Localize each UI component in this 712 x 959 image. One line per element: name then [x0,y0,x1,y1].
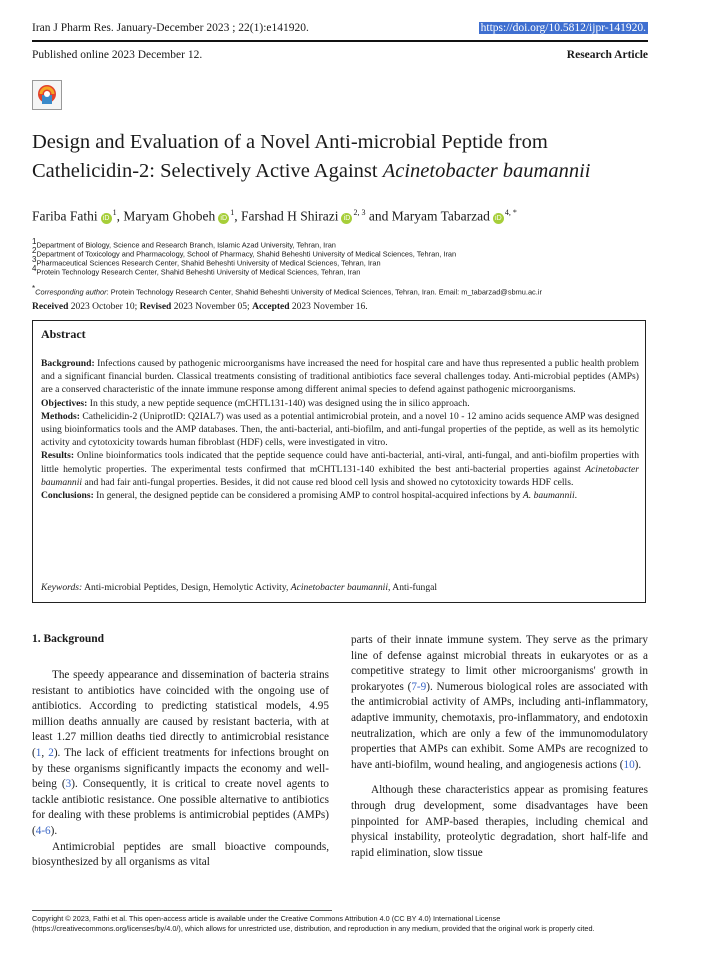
text: ). Consequently, it is critical to create novel agents to tackle antibiotic resistance. One possible alternative to antibiotics for dealing with these problems is antimicrobial peptides (AMPs) ( [32,778,329,837]
crossmark-icon-glyph [33,81,61,109]
author-sup: 1 [230,208,235,217]
abstract-conclusions [41,489,639,502]
aff-text: Protein Technology Research Center, Shahid Beheshti University of Medical Sciences, Tehran, Iran [36,267,361,277]
results-text: Online bioinformatics tools indicated that the peptide sequence could have anti-bacterial, anti-viral, anti-fungal, and anti-biofilm properties with little hemolytic properties. The experimental tests confirmed that mCHTL131-140 exhibited the best anti-bacterial properties against [41,450,639,475]
section-heading: 1. Background [32,633,105,645]
revised-date: 2023 November 05; [171,302,253,312]
accepted-label: Accepted [252,302,290,312]
corresponding-author: *Corresponding author: Protein Technology Research Center, Shahid Beheshti University of Medical Sciences, Tehran, Iran. Email: m_tabarzad@sbmu.ac.ir [32,284,542,297]
orcid-icon[interactable]: iD [493,213,504,224]
keywords-end: , Anti-fungal [388,582,438,593]
article-dates [32,302,368,312]
article-title [32,128,652,186]
orcid-icon[interactable]: iD [101,213,112,224]
citation-link[interactable]: 10 [623,758,635,771]
text: , [41,746,49,759]
text: ). [50,824,58,837]
objectives-text: In this study, a new peptide sequence (mCHTL131-140) was designed using the in silico approach. [87,397,470,409]
paragraph [351,633,648,773]
author-name[interactable]: Maryam Ghobeh [123,208,216,224]
abstract-objectives [41,397,639,410]
author-sep: , [234,208,241,224]
abstract-heading: Abstract [41,327,86,341]
doi-text[interactable]: https://doi.org/10.5812/ijpr-141920. [480,22,646,34]
background-label: Background: [41,358,95,369]
conclusions-end: . [574,490,578,502]
methods-label: Methods: [41,410,80,422]
author-sep: and [365,208,392,224]
received-label: Received [32,302,69,312]
revised-label: Revised [139,302,172,312]
citation-link[interactable]: 3 [65,778,72,791]
abstract-body [41,357,639,502]
text: parts of their innate immune system. They serve as the primary line of defense against microbial threats in eukaryotes or as a competitive strategy to limit other microorganisms' growth in prokaryotes ( [351,634,648,693]
text: ). Numerous biological roles are associated with the antimicrobial activity of AMPs, including anti-inflammatory, adaptive immunity, chemotaxis, pro-inflammatory, and endotoxin neutralization, which are only a few of the immunomodulatory properties that AMPs can exhibit. Some AMPs are recognized to have anti-biofilm, wound healing, and angiogenesis actions ( [351,680,648,771]
aff-text: Department of Biology, Science and Research Branch, Islamic Azad University, Tehran, Iran [36,240,336,250]
author-sup: 1 [112,208,117,217]
right-column [351,633,648,861]
published-date: Published online 2023 December 12. [32,49,203,61]
author-name[interactable]: Farshad H Shirazi [240,208,339,224]
title-organism: Acinetobacter baumannii [382,160,591,182]
aff-sup: 1 [32,237,37,246]
aff-sup: 4 [32,264,37,273]
background-text: Infections caused by pathogenic microorganisms have increased the need for hospital care and have thus represented a public health problem and a significant financial burden. Classical treatments consisting of traditional antibiotics face several challenges today. Anti-microbial peptides (AMPs) are a conserved characteristic of the innate immune response among different animal species to defend against pathogenic microorganisms. [41,358,639,396]
aff-text: Department of Toxicology and Pharmacology, School of Pharmacy, Shahid Beheshti University of Medical Sciences, Tehran, Iran [36,249,457,259]
affiliation [32,265,360,277]
keywords-organism: Acinetobacter baumannii [290,582,389,593]
conclusions-label: Conclusions: [41,490,94,502]
results-organism: Acinetobacter baumannii [41,463,639,488]
author-sup: 2, 3 [353,208,366,217]
citation-link[interactable]: 1 [35,746,42,759]
crossmark-icon[interactable] [32,80,62,110]
aff-sup: 2 [32,246,37,255]
paragraph: Antimicrobial peptides are small bioactive compounds, biosynthesized by all organisms as vital [32,840,329,869]
abstract-background [41,357,639,397]
paragraph [32,668,329,840]
objectives-label: Objectives: [41,397,88,409]
orcid-icon[interactable]: iD [341,213,352,224]
received-date: 2023 October 10; [68,302,140,312]
orcid-icon[interactable]: iD [218,213,229,224]
keywords-text: Anti-microbial Peptides, Design, Hemolytic Activity, [82,582,291,593]
header-rule [32,40,648,42]
conclusions-organism: A. baumannii [522,490,575,502]
doi-link[interactable] [479,22,648,34]
title-main: Design and Evaluation of a Novel Anti-microbial Peptide from Cathelicidin-2: Selectively Active Against [32,131,548,182]
abstract-results [41,449,639,489]
keywords-label: Keywords: [41,582,83,593]
author-name[interactable]: Maryam Tabarzad [391,208,490,224]
text: The speedy appearance and dissemination of bacteria strains resistant to antibiotics have coincided with the ongoing use of antibiotics. According to predicting statistical models, 4.95 million deaths annually are caused by resistant bacteria, with at least 1.27 million deaths tied directly to antimicrobial resistance ( [32,669,329,759]
methods-text: Cathelicidin-2 (UniprotID: Q2IAL7) was used as a potential antimicrobial protein, and a novel 10 - 12 amino acids sequence AMP was designed using bioinformatics tools and the AMP databases. Then, the anti-bacterial, anti-biofilm, and anti-fungal properties of the peptide, as well as its hemolytic activity and cytotoxicity towards human fibroblast (HDF) cells, were investigated in vitro. [41,410,639,449]
author-name[interactable]: Fariba Fathi [32,208,98,224]
left-column [32,668,329,871]
citation-link[interactable]: 7-9 [411,680,427,693]
citation-link[interactable]: 4-6 [35,824,51,837]
citation-link[interactable]: 2 [48,746,54,759]
author-sup: 4, * [504,208,517,217]
results-text-end: and had fair anti-fungal properties. Besides, it did not cause red blood cell lysis and showed no cytotoxicity towards HDF cells. [82,476,574,488]
footer-rule [32,910,332,911]
aff-text: Pharmaceutical Sciences Research Center, Shahid Beheshti University of Medical Sciences, Tehran, Iran [36,258,381,268]
abstract-box [32,320,646,603]
journal-citation: Iran J Pharm Res. January-December 2023 ; 22(1):e141920. [32,22,309,34]
corresponding-text: : Protein Technology Research Center, Shahid Beheshti University of Medical Sciences, Tehran, Iran. Email: m_tabarzad@sbmu.ac.ir [106,287,542,297]
aff-sup: 3 [32,255,37,264]
corresponding-label: Corresponding author [35,287,107,297]
abstract-methods [41,410,639,450]
keywords [41,582,437,593]
accepted-date: 2023 November 16. [289,302,368,312]
author-sep: , [116,208,124,224]
copyright-footer: Copyright © 2023, Fathi et al. This open-access article is available under the Creative Commons Attribution 4.0 (CC BY 4.0) International License (https://creativecommons.org/licenses/by/4.0/), which allows for unrestricted use, distribution, and reproduction in any medium, provided that the original work is properly cited. [32,914,595,933]
conclusions-text: In general, the designed peptide can be considered a promising AMP to control hospital-acquired infections by [93,490,523,502]
paragraph: Although these characteristics appear as promising features through drug development, some disadvantages have been pinpointed for AMP-based therapies, including chemical and physical instability, proteolytic degradation, short half-life and rapid elimination, slow tissue [351,784,648,859]
text: ). [634,758,642,771]
article-type: Research Article [566,49,648,61]
author-list [32,208,517,225]
results-label: Results: [41,450,75,462]
text: ). The lack of efficient treatments for infections brought on by these organisms significantly impacts the economy and well-being ( [32,746,330,791]
